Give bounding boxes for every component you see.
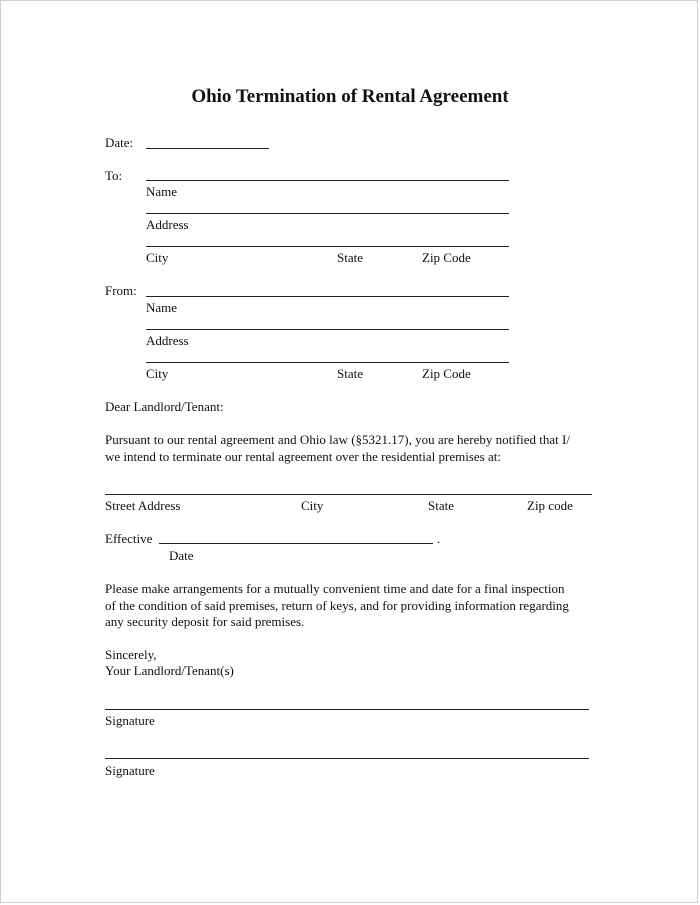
from-name-caption: Name	[146, 300, 178, 315]
from-zip-caption: Zip Code	[422, 366, 471, 381]
signature-line-2[interactable]	[105, 758, 589, 759]
to-state-caption: State	[337, 250, 363, 265]
to-zip-caption: Zip Code	[422, 250, 471, 265]
from-city-caption: City	[146, 366, 169, 381]
premises-street-caption: Street Address	[105, 498, 181, 513]
from-state-caption: State	[337, 366, 363, 381]
date-field-line[interactable]	[146, 148, 269, 149]
to-label: To:	[105, 168, 123, 183]
to-name-line[interactable]	[146, 180, 509, 181]
inspection-paragraph	[105, 581, 569, 631]
notice-paragraph	[105, 432, 570, 465]
premises-state-caption: State	[428, 498, 454, 513]
to-address-caption: Address	[146, 217, 189, 232]
effective-label: Effective	[105, 531, 153, 546]
from-address-line[interactable]	[146, 329, 509, 330]
closing: Sincerely,	[105, 647, 157, 662]
premises-zip-caption: Zip code	[527, 498, 573, 513]
document-title: Ohio Termination of Rental Agreement	[191, 86, 509, 107]
from-name-line[interactable]	[146, 296, 509, 297]
effective-date-line[interactable]	[159, 543, 433, 544]
to-address-line[interactable]	[146, 213, 509, 214]
to-name-caption: Name	[146, 184, 178, 199]
effective-date-caption: Date	[169, 548, 194, 563]
closing-signer: Your Landlord/Tenant(s)	[105, 663, 234, 678]
inspection-line-3: any security deposit for said premises.	[105, 614, 305, 629]
notice-line-2: we intend to terminate our rental agreement over the residential premises at:	[105, 448, 501, 464]
inspection-line-1: Please make arrangements for a mutually convenient time and date for a final inspection	[105, 581, 565, 596]
premises-city-caption: City	[301, 498, 324, 513]
from-city-state-zip-line[interactable]	[146, 362, 509, 363]
from-address-caption: Address	[146, 333, 189, 348]
premises-address-line[interactable]	[105, 494, 592, 495]
signature-line-1[interactable]	[105, 709, 589, 710]
salutation: Dear Landlord/Tenant:	[105, 399, 224, 414]
inspection-line-2: of the condition of said premises, return of keys, and for providing information regarding	[105, 597, 569, 613]
signature-caption-1: Signature	[105, 713, 155, 728]
to-city-state-zip-line[interactable]	[146, 246, 509, 247]
date-label: Date:	[105, 135, 134, 150]
effective-period: .	[437, 531, 441, 546]
signature-caption-2: Signature	[105, 763, 155, 778]
from-label: From:	[105, 283, 137, 298]
to-city-caption: City	[146, 250, 169, 265]
notice-line-1: Pursuant to our rental agreement and Ohio law (§5321.17), you are hereby notified that I/	[105, 432, 570, 447]
